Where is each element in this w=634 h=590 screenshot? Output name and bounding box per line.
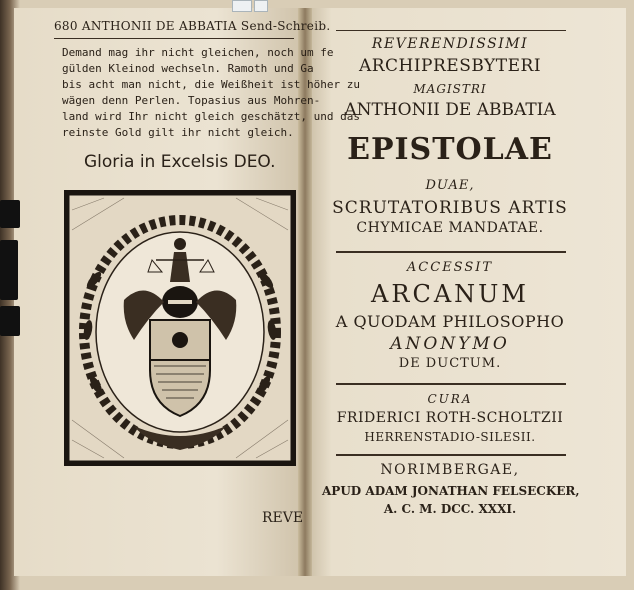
catchword: REVE [262, 510, 304, 526]
title-line: ANTHONII DE ABBATIA [344, 100, 556, 120]
title-top-rule [336, 30, 566, 31]
text-line: land wird Ihr nicht gleich geschätzt, und das [62, 110, 361, 123]
header-rule [54, 38, 294, 39]
title-line: NORIMBERGAE, [380, 462, 520, 478]
text-line: Demand mag ihr nicht gleichen, noch um fe [62, 46, 334, 59]
title-line: ARCANUM [371, 280, 529, 308]
title-line: ANONYMO [390, 334, 510, 354]
text-line: wägen denn Perlen. Topasius aus Mohren- [62, 94, 321, 107]
title-line: MAGISTRI [413, 82, 487, 96]
binder-clip [0, 200, 20, 228]
title-line: ACCESSIT [406, 260, 494, 275]
title-line: APUD ADAM JONATHAN FELSECKER, [322, 484, 580, 498]
title-line: REVERENDISSIMI [371, 36, 529, 52]
title-line: ARCHIPRESBYTERI [358, 56, 542, 76]
section-rule [336, 454, 566, 456]
binder-clip [0, 306, 20, 336]
text-line: gülden Kleinod wechseln. Ramoth und Ga [62, 62, 314, 75]
title-line: DE DUCTUM. [398, 356, 502, 371]
paper-tab [232, 0, 252, 12]
woodcut-plate [64, 190, 296, 466]
title-line: FRIDERICI ROTH-SCHOLTZII [336, 410, 564, 426]
title-line: SCRUTATORIBUS ARTIS [332, 198, 568, 218]
paper-tab [254, 0, 268, 12]
binder-clip [0, 240, 18, 300]
section-rule [336, 251, 566, 253]
text-line: reinste Gold gilt ihr nicht gleich. [62, 126, 294, 139]
coat-of-arms-engraving [64, 190, 296, 466]
main-title: EPISTOLAE [347, 132, 553, 167]
section-rule [336, 383, 566, 385]
gloria-line: Gloria in Excelsis DEO. [84, 152, 276, 172]
title-line: DUAE, [425, 178, 475, 193]
title-line: CURA [427, 392, 473, 406]
title-line: CHYMICAE MANDATAE. [356, 220, 544, 236]
title-line: A. C. M. DCC. XXXI. [383, 502, 517, 516]
running-header: 680 ANTHONII DE ABBATIA Send-Schreib. [54, 19, 331, 33]
text-line: bis acht man nicht, die Weißheit ist höher zu [62, 78, 361, 91]
title-line: A QUODAM PHILOSOPHO [335, 312, 565, 331]
title-line: HERRENSTADIO-SILESII. [364, 430, 536, 444]
